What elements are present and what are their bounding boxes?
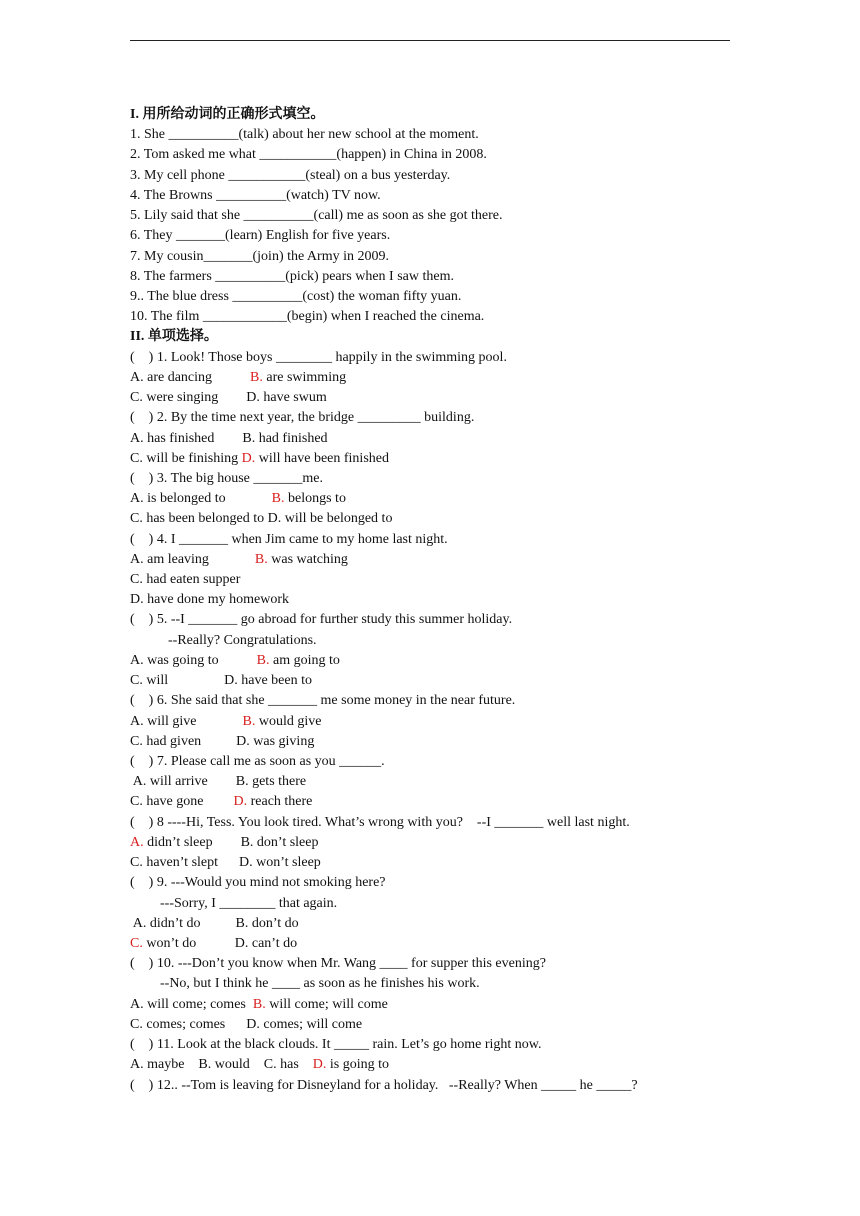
answer-marker: B. — [250, 369, 263, 385]
question-8-options-row-1 — [130, 833, 770, 853]
question-8-options-ab: didn’t sleep B. don’t sleep — [143, 834, 319, 850]
question-2-options-row-2 — [130, 449, 770, 469]
question-9-options-row-1: A. didn’t do B. don’t do — [130, 915, 299, 931]
question-5-options-row-1 — [130, 651, 770, 671]
question-3-options-row-2: C. has been belonged to D. will be belonged to — [130, 511, 393, 527]
question-10-options-row-2: C. comes; comes D. comes; will come — [130, 1016, 363, 1032]
question-11-stem: ( ) 11. Look at the black clouds. It _____ rain. Let’s go home right now. — [130, 1037, 542, 1053]
question-10-reply: --No, but I think he ____ as soon as he finishes his work. — [160, 976, 480, 992]
header-rule — [130, 40, 730, 41]
question-4-stem: ( ) 4. I _______ when Jim came to my home last night. — [130, 531, 448, 547]
question-4-option-a: A. am leaving — [130, 551, 209, 567]
question-10-option-a: A. will come; comes — [130, 996, 253, 1012]
question-4-option-d: D. have done my homework — [130, 592, 290, 608]
answer-marker: D. — [312, 1057, 327, 1073]
question-6-stem: ( ) 6. She said that she _______ me some money in the near future. — [130, 693, 516, 709]
question-6-option-a: A. will give — [130, 713, 197, 729]
answer-marker: C. — [130, 935, 143, 951]
question-3-options-row-1 — [130, 489, 770, 509]
question-3-option-b: belongs to — [284, 491, 346, 507]
question-3-stem: ( ) 3. The big house _______me. — [130, 470, 323, 486]
fill-blank-item-9: 9.. The blue dress __________(cost) the woman fifty yuan. — [130, 288, 462, 304]
question-4-options-row-1 — [130, 550, 770, 570]
question-6-options-row-2: C. had given D. was giving — [130, 733, 315, 749]
section-2-heading: II. 单项选择。 — [130, 329, 218, 345]
fill-blank-item-3: 3. My cell phone ___________(steal) on a bus yesterday. — [130, 167, 451, 183]
fill-blank-item-7: 7. My cousin_______(join) the Army in 2009. — [130, 248, 389, 264]
question-9-options-row-2 — [130, 934, 770, 954]
fill-blank-item-5: 5. Lily said that she __________(call) me as soon as she got there. — [130, 208, 503, 224]
fill-blank-item-4: 4. The Browns __________(watch) TV now. — [130, 187, 381, 203]
question-1-options-row-2: C. were singing D. have swum — [130, 390, 327, 406]
answer-marker: B. — [271, 491, 285, 507]
question-9-options-cd: won’t do D. can’t do — [142, 935, 298, 951]
question-5-option-a: A. was going to — [130, 652, 219, 668]
question-8-options-row-2: C. haven’t slept D. won’t sleep — [130, 855, 321, 871]
question-5-stem: ( ) 5. --I _______ go abroad for further study this summer holiday. — [130, 612, 513, 628]
fill-blank-item-8: 8. The farmers __________(pick) pears when I saw them. — [130, 268, 454, 284]
section-1-heading: I. 用所给动词的正确形式填空。 — [130, 107, 325, 122]
question-11-option-d: is going to — [326, 1057, 390, 1073]
question-9-reply: ---Sorry, I ________ that again. — [160, 895, 338, 911]
question-10-stem: ( ) 10. ---Don’t you know when Mr. Wang ____ for supper this evening? — [130, 956, 546, 972]
question-5-option-b: am going to — [269, 652, 340, 668]
question-1-options-row-1 — [130, 368, 770, 388]
question-2-stem: ( ) 2. By the time next year, the bridge _________ building. — [130, 410, 475, 426]
fill-blank-item-1: 1. She __________(talk) about her new school at the moment. — [130, 127, 479, 143]
question-2-option-c: C. will be finishing — [130, 450, 242, 466]
fill-blank-item-10: 10. The film ____________(begin) when I reached the cinema. — [130, 309, 485, 325]
question-3-option-a: A. is belonged to — [130, 491, 226, 507]
question-11-options-row-1 — [130, 1055, 770, 1075]
question-6-option-b: would give — [255, 713, 322, 729]
fill-blank-item-6: 6. They _______(learn) English for five years. — [130, 228, 391, 244]
question-7-options-row-2 — [130, 792, 770, 812]
answer-marker: B. — [254, 551, 268, 567]
question-11-options-abc: A. maybe B. would C. has — [130, 1057, 313, 1073]
question-7-option-c: C. have gone — [130, 794, 204, 810]
question-1-option-a: A. are dancing — [130, 369, 213, 385]
answer-marker: A. — [130, 834, 144, 850]
question-1-option-b: are swimming — [262, 369, 347, 385]
question-12-stem: ( ) 12.. --Tom is leaving for Disneyland for a holiday. --Really? When _____ he _____? — [130, 1077, 638, 1093]
question-2-option-d: will have been finished — [255, 450, 389, 466]
answer-marker: D. — [233, 794, 248, 810]
question-2-options-row-1: A. has finished B. had finished — [130, 430, 328, 446]
fill-blank-item-2: 2. Tom asked me what ___________(happen) in China in 2008. — [130, 147, 487, 163]
answer-marker: B. — [242, 713, 256, 729]
answer-marker: B. — [252, 996, 266, 1012]
question-9-stem: ( ) 9. ---Would you mind not smoking here? — [130, 875, 386, 891]
answer-marker: B. — [256, 652, 270, 668]
question-7-option-d: reach there — [247, 794, 313, 810]
question-7-stem: ( ) 7. Please call me as soon as you ______. — [130, 754, 385, 769]
question-6-options-row-1 — [130, 712, 770, 732]
question-5-options-row-2: C. will D. have been to — [130, 673, 312, 689]
question-4-option-b: was watching — [267, 551, 348, 567]
worksheet-content — [130, 105, 770, 1096]
question-10-option-b: will come; will come — [265, 996, 388, 1012]
question-7-options-row-1: A. will arrive B. gets there — [130, 774, 307, 790]
question-8-stem: ( ) 8 ----Hi, Tess. You look tired. What’s wrong with you? --I _______ well last night. — [130, 814, 630, 830]
question-4-option-c: C. had eaten supper — [130, 572, 241, 588]
question-1-stem: ( ) 1. Look! Those boys ________ happily in the swimming pool. — [130, 349, 507, 365]
answer-marker: D. — [241, 450, 256, 466]
question-10-options-row-1 — [130, 995, 770, 1015]
question-5-reply: --Really? Congratulations. — [168, 632, 317, 648]
